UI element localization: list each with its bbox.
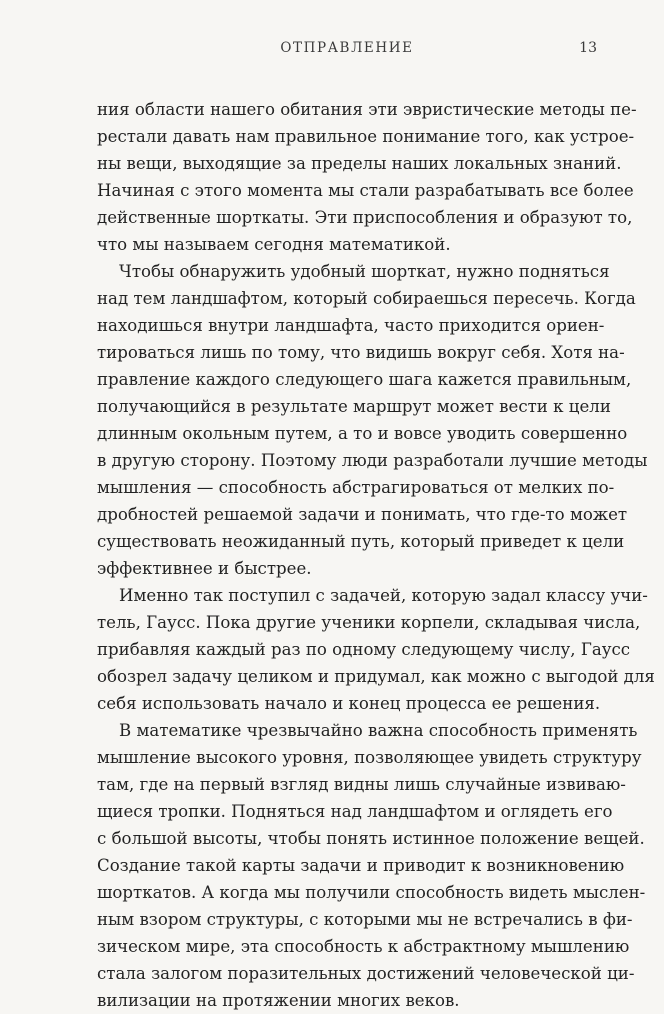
text-line: ным взором структуры, с которыми мы не встречались в фи- [97,910,633,929]
text-line: с большой высоты, чтобы понять истинное положение вещей. [97,829,645,848]
body-text [97,96,655,1014]
text-line: ны вещи, выходящие за пределы наших локальных знаний. [97,154,622,173]
text-line: тироваться лишь по тому, что видишь вокруг себя. Хотя на- [97,343,625,362]
text-line: что мы называем сегодня математикой. [97,235,451,254]
text-line: обозрел задачу целиком и придумал, как можно с выгодой для [97,667,655,686]
text-line: мышление высокого уровня, позволяющее увидеть структуру [97,748,642,767]
text-line: существовать неожиданный путь, который приведет к цели [97,532,625,551]
text-line: получающийся в результате маршрут может вести к цели [97,397,611,416]
text-line: тель, Гаусс. Пока другие ученики корпели, складывая числа, [97,613,641,632]
text-line: там, где на первый взгляд видны лишь случайные извиваю- [97,775,626,794]
text-line: действенные шорткаты. Эти приспособления и образуют то, [97,208,633,227]
text-line: Именно так поступил с задачей, которую задал классу учи- [119,586,648,605]
text-line: себя использовать начало и конец процесса ее решения. [97,694,601,713]
text-line: эффективнее и быстрее. [97,559,312,578]
text-line: Начиная с этого момента мы стали разрабатывать все более [97,181,634,200]
text-line: Чтобы обнаружить удобный шорткат, нужно подняться [119,262,610,281]
text-line: мышления — способность абстрагироваться от мелких по- [97,478,615,497]
text-line: щиеся тропки. Подняться над ландшафтом и оглядеть его [97,802,613,821]
text-line: ния области нашего обитания эти эвристические методы пе- [97,100,637,119]
text-line: над тем ландшафтом, который собираешься пересечь. Когда [97,289,636,308]
text-line: стала залогом поразительных достижений человеческой ци- [97,964,635,983]
text-line: рестали давать нам правильное понимание того, как устрое- [97,127,635,146]
page-header [97,40,597,66]
text-line: находишься внутри ландшафта, часто приходится ориен- [97,316,605,335]
text-line: правление каждого следующего шага кажется правильным, [97,370,632,389]
text-line: шорткатов. А когда мы получили способность видеть мыслен- [97,883,646,902]
text-line: вилизации на протяжении многих веков. [97,991,460,1010]
text-line: Создание такой карты задачи и приводит к возникновению [97,856,625,875]
text-line: длинным окольным путем, а то и вовсе уводить совершенно [97,424,628,443]
page-number: 13 [579,40,597,56]
text-line: прибавляя каждый раз по одному следующему числу, Гаусс [97,640,631,659]
running-title: ОТПРАВЛЕНИЕ [280,40,414,56]
text-line: зическом мире, эта способность к абстрактному мышлению [97,937,630,956]
text-line: в другую сторону. Поэтому люди разработали лучшие методы [97,451,648,470]
text-line: В математике чрезвычайно важна способность применять [119,721,638,740]
text-line: дробностей решаемой задачи и понимать, что где-то может [97,505,628,524]
